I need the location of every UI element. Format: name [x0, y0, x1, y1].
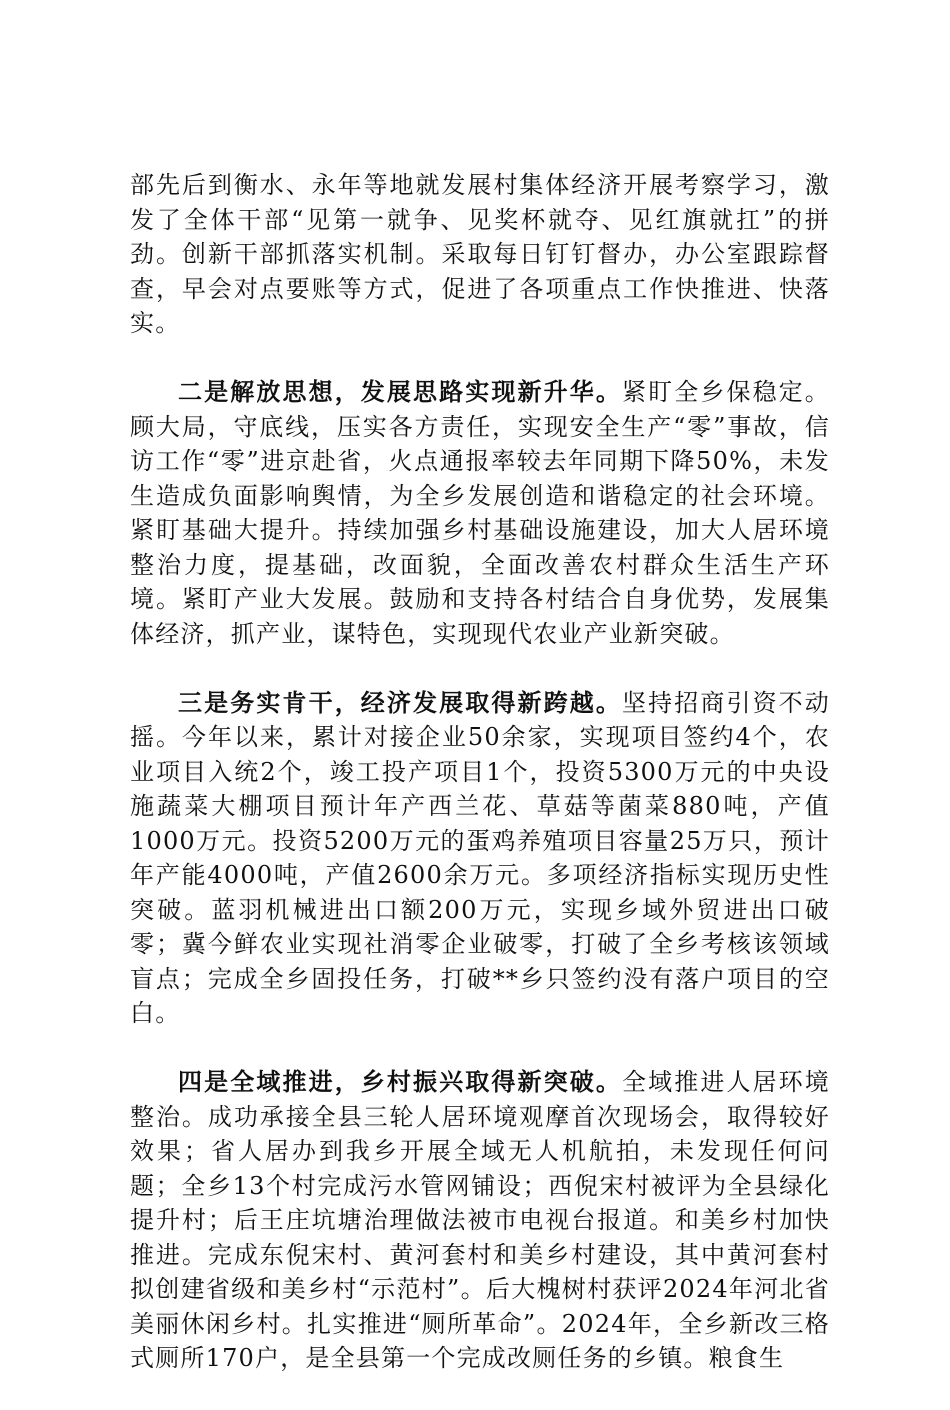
- paragraph-heading: 四是全域推进，乡村振兴取得新突破。: [178, 1067, 622, 1096]
- paragraph-text: 紧盯全乡保稳定。顾大局，守底线，压实各方责任，实现安全生产“零”事故，信访工作“零”进京赴省，火点通报率较去年同期下降50%，未发生造成负面影响舆情，为全乡发展创造和谐稳定的社会环境。紧盯基础大提升。持续加强乡村基础设施建设，加大人居环境整治力度，提基础，改面貌，全面改善农村群众生活生产环境。紧盯产业大发展。鼓励和支持各村结合自身优势，发展集体经济，抓产业，谋特色，实现现代农业产业新突破。: [130, 378, 830, 648]
- paragraph-text: 部先后到衡水、永年等地就发展村集体经济开展考察学习，激发了全体干部“见第一就争、见奖杯就夺、见红旗就扛”的拼劲。创新干部抓落实机制。采取每日钉钉督办，办公室跟踪督查，早会对点要账等方式，促进了各项重点工作快推进、快落实。: [130, 171, 830, 337]
- paragraph-heading: 二是解放思想，发展思路实现新升华。: [178, 377, 622, 406]
- paragraph-section-two: [130, 375, 830, 651]
- paragraph-text: 坚持招商引资不动摇。今年以来，累计对接企业50余家，实现项目签约4个，农业项目入统2个，竣工投产项目1个，投资5300万元的中央设施蔬菜大棚项目预计年产西兰花、草菇等菌菜880吨，产值1000万元。投资5200万元的蛋鸡养殖项目容量25万只，预计年产能4000吨，产值2600余万元。多项经济指标实现历史性突破。蓝羽机械进出口额200万元，实现乡域外贸进出口破零；冀今鲜农业实现社消零企业破零，打破了全乡考核该领域盲点；完成全乡固投任务，打破**乡只签约没有落户项目的空白。: [130, 688, 830, 1027]
- document-page: [130, 168, 830, 1410]
- paragraph-section-four: [130, 1065, 830, 1376]
- paragraph-heading: 三是务实肯干，经济发展取得新跨越。: [178, 687, 622, 717]
- paragraph-continuation: [130, 168, 830, 341]
- paragraph-text: 全域推进人居环境整治。成功承接全县三轮人居环境观摩首次现场会，取得较好效果；省人居办到我乡开展全域无人机航拍，未发现任何问题；全乡13个村完成污水管网铺设；西倪宋村被评为全县绿化提升村；后王庄坑塘治理做法被市电视台报道。和美乡村加快推进。完成东倪宋村、黄河套村和美乡村建设，其中黄河套村拟创建省级和美乡村“示范村”。后大槐树村获评2024年河北省美丽休闲乡村。扎实推进“厕所革命”。2024年，全乡新改三格式厕所170户，是全县第一个完成改厕任务的乡镇。粮食生: [130, 1068, 830, 1372]
- paragraph-section-three: [130, 686, 830, 1031]
